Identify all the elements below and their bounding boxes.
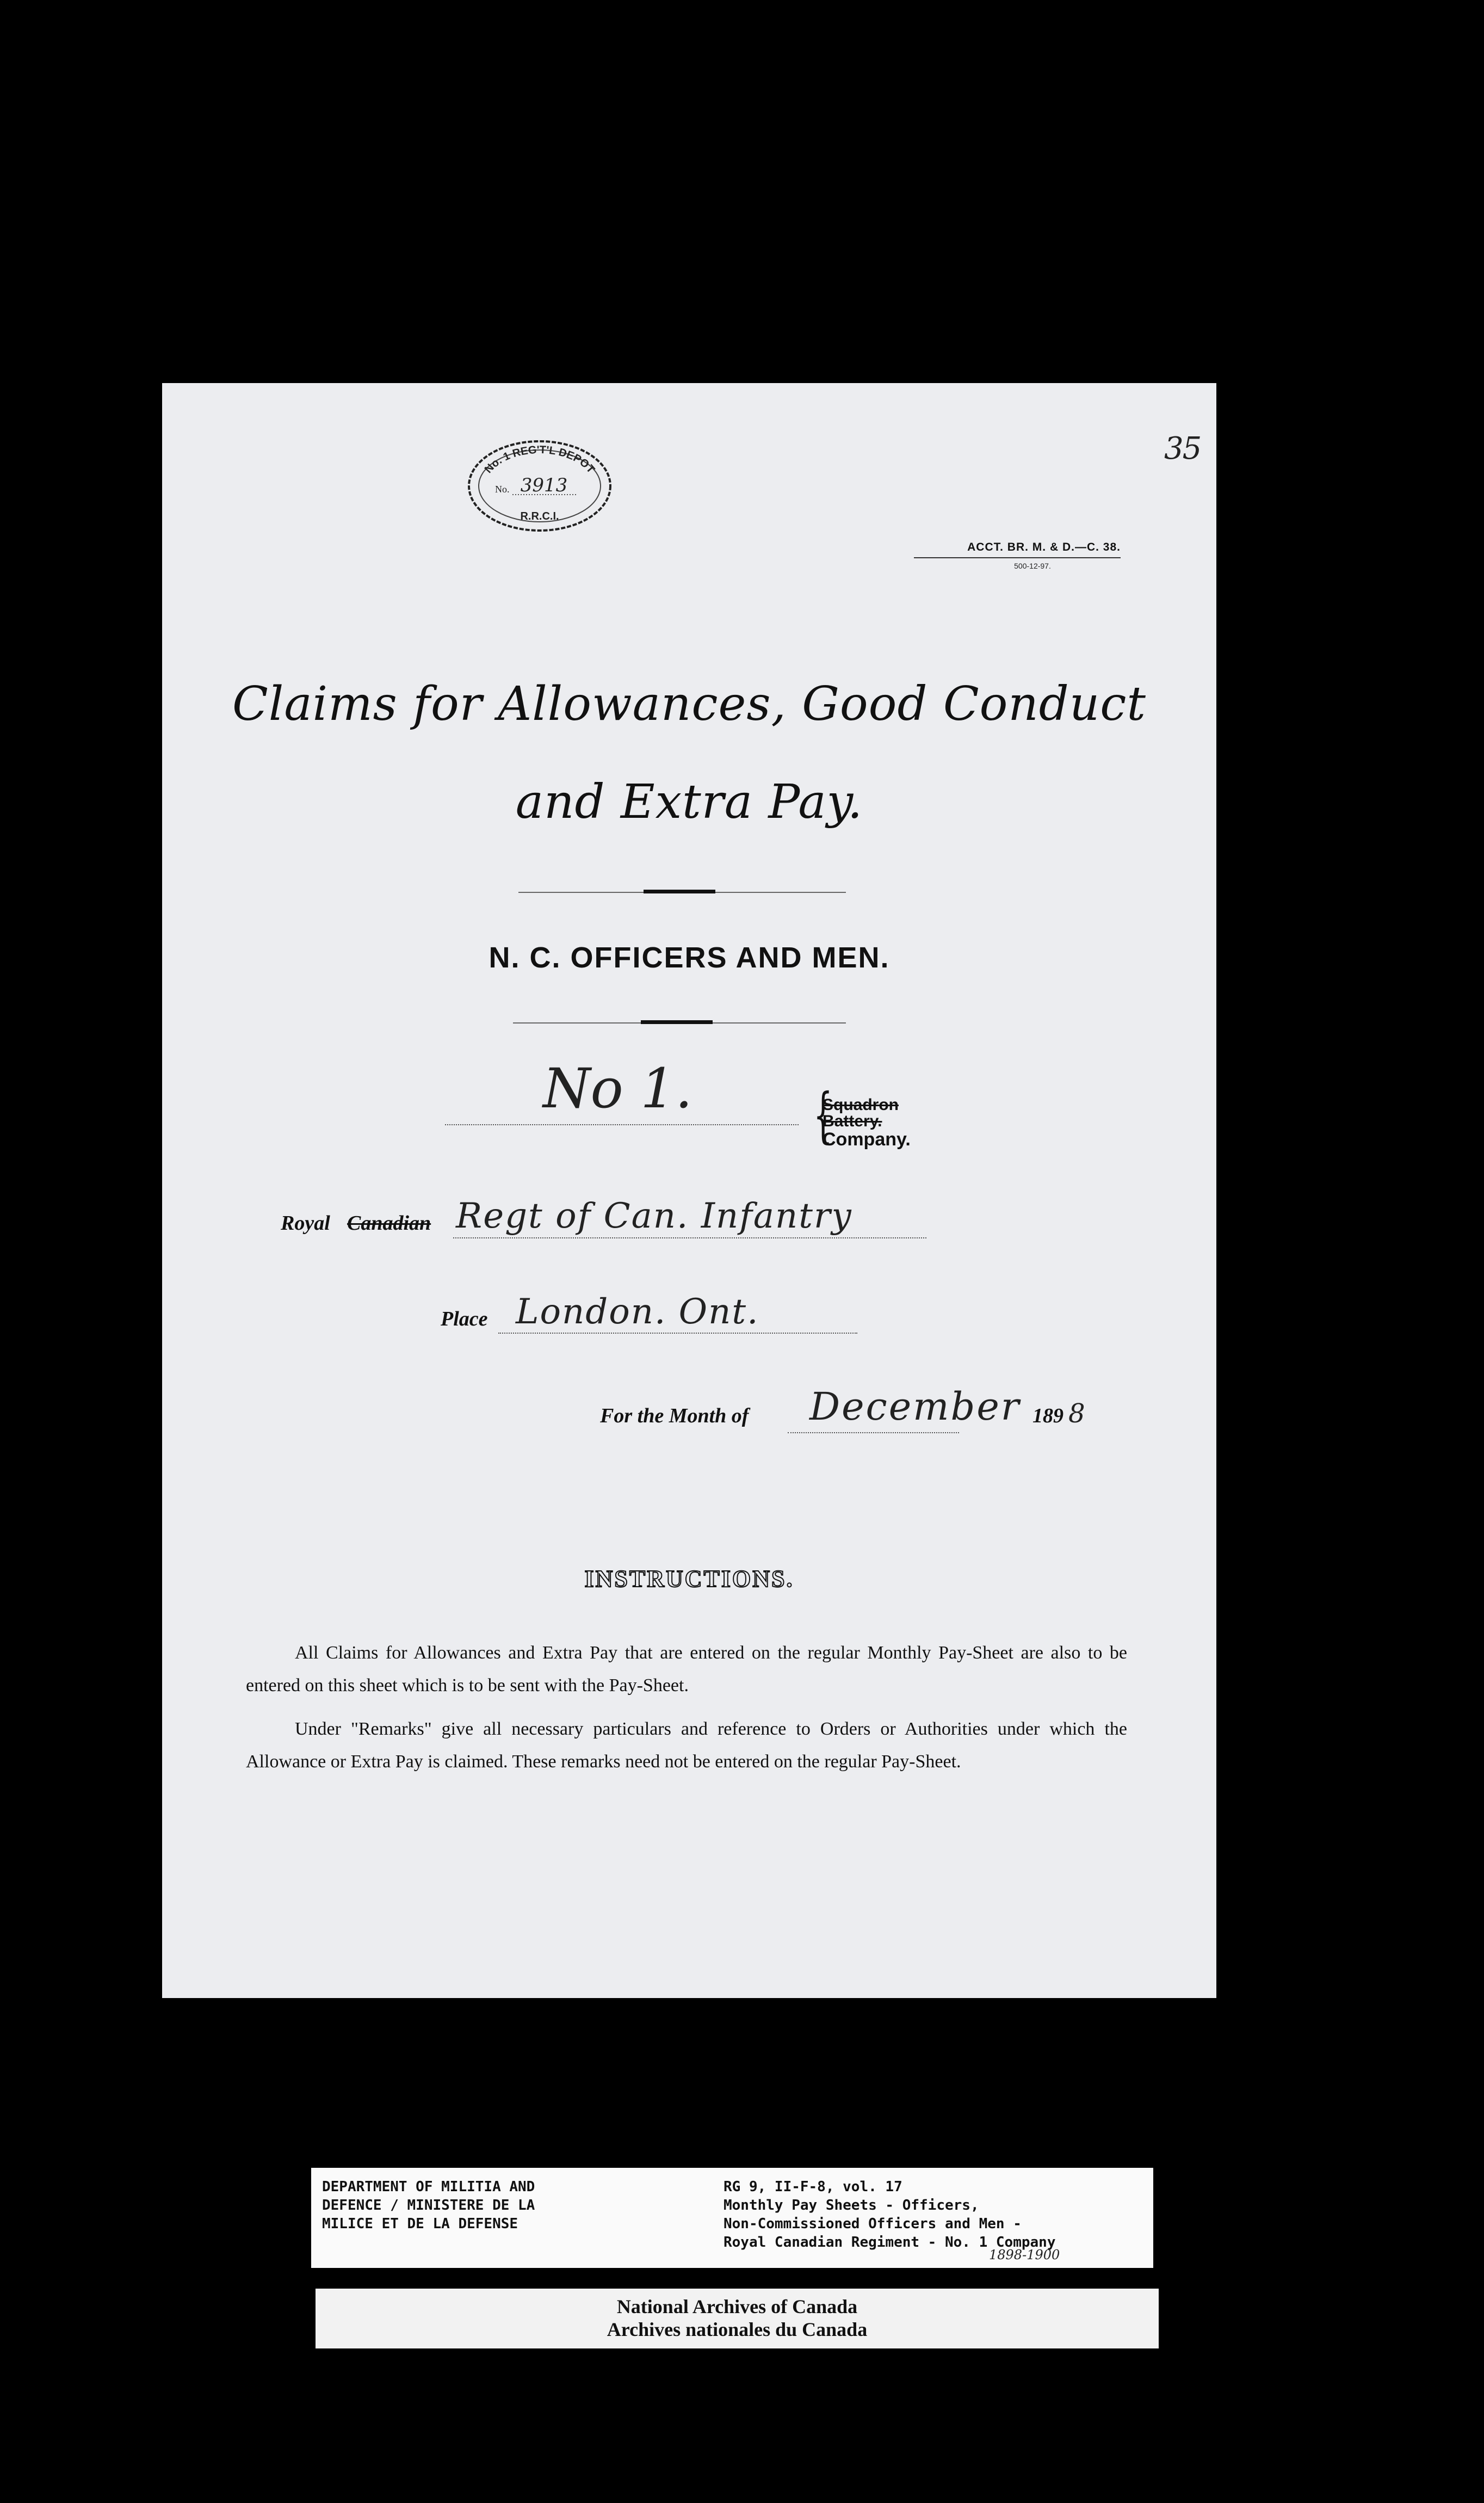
royal-label: Royal bbox=[281, 1212, 330, 1235]
form-title-line-2: and Extra Pay. bbox=[515, 775, 863, 829]
unit-option-company: Company. bbox=[823, 1129, 911, 1150]
record-group-text: RG 9, II-F-8, vol. 17 Monthly Pay Sheets - Officers, Non-Commissioned Officers and Men - Royal Canadian Regiment - No. 1 Company bbox=[724, 2179, 1056, 2251]
month-line bbox=[788, 1432, 959, 1433]
regiment-line bbox=[453, 1237, 926, 1238]
unit-number: No 1. bbox=[543, 1057, 692, 1120]
stamp-bottom-text: R.R.C.I. bbox=[520, 510, 559, 522]
month-value: December bbox=[809, 1384, 1021, 1429]
place-label: Place bbox=[441, 1308, 488, 1330]
record-years: 1898-1900 bbox=[989, 2247, 1060, 2262]
unit-number-line bbox=[445, 1124, 799, 1125]
regiment-name: Regt of Can. Infantry bbox=[456, 1196, 852, 1236]
nac-english: National Archives of Canada bbox=[616, 2296, 858, 2317]
instruction-paragraph-1: All Claims for Allowances and Extra Pay that are entered on the regular Monthly Pay-Sheet are also to be entered on this sheet which is to be sent with the Pay-Sheet. bbox=[246, 1643, 1127, 1696]
account-reference: ACCT. BR. M. & D.—C. 38. bbox=[967, 541, 1121, 553]
struck-canadian: Canadian bbox=[347, 1212, 431, 1235]
account-reference-rule bbox=[914, 557, 1121, 558]
form-title-line-1: Claims for Allowances, Good Conduct bbox=[232, 677, 1146, 731]
form-sheet bbox=[162, 383, 1216, 1998]
national-archives-label bbox=[316, 2289, 1159, 2348]
stamp-top-text: No. 1 REG'T'L DEPOT bbox=[482, 443, 597, 476]
place-line bbox=[498, 1333, 857, 1334]
place-value: London. Ont. bbox=[516, 1292, 759, 1332]
month-label: For the Month of bbox=[600, 1404, 749, 1427]
unit-option-squadron: Squadron bbox=[823, 1096, 899, 1114]
stamp-number: 3913 bbox=[520, 474, 568, 496]
divider-rule-bold bbox=[641, 1020, 713, 1024]
form-subtitle: N. C. OFFICERS AND MEN. bbox=[489, 941, 890, 974]
stamp-no-label: No. bbox=[495, 484, 510, 495]
page-number: 35 bbox=[1164, 431, 1201, 466]
department-text: DEPARTMENT OF MILITIA AND DEFENCE / MINISTERE DE LA MILICE ET DE LA DEFENSE bbox=[322, 2179, 535, 2232]
unit-brace: { bbox=[813, 1080, 833, 1150]
divider-rule-bold bbox=[644, 890, 715, 893]
unit-option-battery: Battery. bbox=[823, 1112, 882, 1130]
archive-reference-label bbox=[311, 2168, 1153, 2268]
depot-stamp bbox=[462, 435, 617, 537]
year-suffix: 8 bbox=[1068, 1398, 1085, 1429]
instructions-heading: INSTRUCTIONS. bbox=[584, 1565, 794, 1592]
nac-french: Archives nationales du Canada bbox=[607, 2319, 868, 2340]
instruction-paragraph-2: Under "Remarks" give all necessary particulars and reference to Orders or Authorities under which the Allowance or Extra Pay is claimed. These remarks need not be entered on the regular Pay-Sheet. bbox=[246, 1719, 1127, 1772]
year-prefix: 189 bbox=[1032, 1404, 1063, 1427]
account-reference-sub: 500-12-97. bbox=[1014, 562, 1051, 570]
